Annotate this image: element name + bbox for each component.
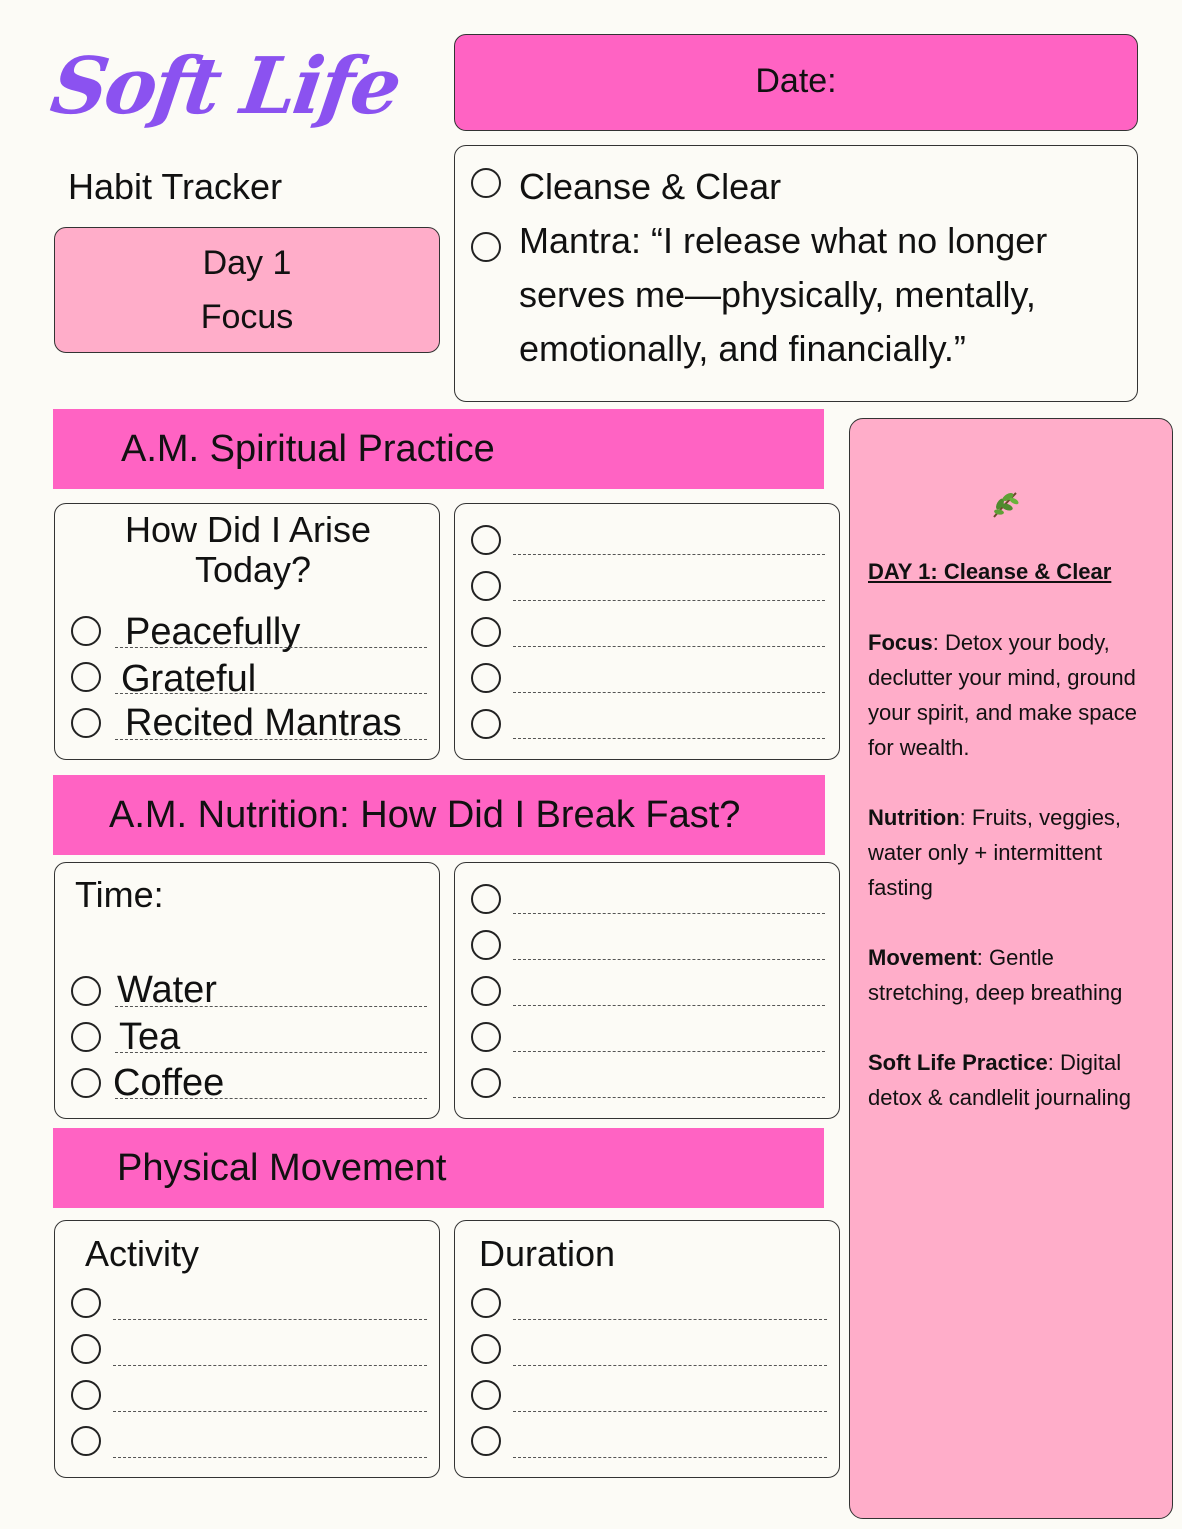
- water-checkbox[interactable]: [71, 976, 101, 1006]
- movement-text: : Gentle stretching, deep breathing: [868, 945, 1123, 1005]
- checklist-checkbox[interactable]: [471, 930, 501, 960]
- checklist-line[interactable]: [513, 600, 825, 601]
- checklist-line[interactable]: [513, 1051, 825, 1052]
- checklist-checkbox[interactable]: [471, 1022, 501, 1052]
- sidebar-heading: DAY 1: Cleanse & Clear: [868, 559, 1112, 584]
- arise-question-line-2: Today?: [194, 549, 312, 590]
- option-recited-mantras: Recited Mantras: [125, 702, 402, 744]
- duration-line[interactable]: [513, 1411, 827, 1412]
- checklist-checkbox[interactable]: [471, 1068, 501, 1098]
- activity-checkbox[interactable]: [71, 1426, 101, 1456]
- duration-checkbox[interactable]: [471, 1380, 501, 1410]
- answer-line: [115, 1006, 427, 1007]
- peacefully-checkbox[interactable]: [71, 616, 101, 646]
- time-label: Time:: [75, 874, 164, 915]
- checklist-checkbox[interactable]: [471, 525, 501, 555]
- duration-line[interactable]: [513, 1457, 827, 1458]
- option-tea: Tea: [119, 1016, 181, 1058]
- activity-checkbox[interactable]: [71, 1288, 101, 1318]
- activity-line[interactable]: [113, 1411, 427, 1412]
- answer-line: [115, 647, 427, 648]
- sidebar-practice: [868, 1045, 1160, 1115]
- nutrition-key: Nutrition: [868, 805, 960, 830]
- coffee-checkbox[interactable]: [71, 1068, 101, 1098]
- duration-checkbox[interactable]: [471, 1426, 501, 1456]
- nutrition-text: : Fruits, veggies, water only + intermittent fasting: [868, 805, 1122, 900]
- answer-line: [115, 1098, 427, 1099]
- checklist-line[interactable]: [513, 1097, 825, 1098]
- practice-text: : Digital detox & candlelit journaling: [868, 1050, 1131, 1110]
- activity-checkbox[interactable]: [71, 1334, 101, 1364]
- focus-key: Focus: [868, 630, 933, 655]
- day-badge: [54, 227, 440, 353]
- duration-checkbox[interactable]: [471, 1288, 501, 1318]
- recited-mantras-checkbox[interactable]: [71, 708, 101, 738]
- option-grateful: Grateful: [121, 658, 257, 700]
- movement-key: Movement: [868, 945, 977, 970]
- activity-line[interactable]: [113, 1457, 427, 1458]
- mantra-line-2: serves me—physically, mentally,: [519, 274, 1036, 315]
- movement-banner: Physical Movement: [53, 1128, 824, 1208]
- herb-icon: [988, 487, 1022, 521]
- nutrition-banner: A.M. Nutrition: How Did I Break Fast?: [53, 775, 825, 855]
- checklist-checkbox[interactable]: [471, 617, 501, 647]
- answer-line: [115, 1052, 427, 1053]
- tea-checkbox[interactable]: [71, 1022, 101, 1052]
- activity-checkbox[interactable]: [71, 1380, 101, 1410]
- checklist-line[interactable]: [513, 646, 825, 647]
- answer-line: [115, 739, 427, 740]
- spiritual-banner: A.M. Spiritual Practice: [53, 409, 824, 489]
- activity-label: Activity: [85, 1233, 200, 1274]
- option-coffee: Coffee: [113, 1062, 225, 1104]
- intention-title: Cleanse & Clear: [519, 166, 782, 207]
- arise-question-line-1: How Did I Arise: [124, 509, 372, 550]
- focus-text: : Detox your body, declutter your mind, ground your spirit, and make space for wealth.: [868, 630, 1138, 760]
- checklist-checkbox[interactable]: [471, 571, 501, 601]
- option-peacefully: Peacefully: [125, 611, 301, 653]
- duration-line[interactable]: [513, 1365, 827, 1366]
- day-guide-sidebar: [849, 418, 1173, 1519]
- activity-line[interactable]: [113, 1365, 427, 1366]
- checklist-checkbox[interactable]: [471, 663, 501, 693]
- day-label: Day 1: [202, 244, 292, 282]
- option-water: Water: [117, 969, 217, 1011]
- duration-card: [454, 1220, 840, 1478]
- grateful-checkbox[interactable]: [71, 662, 101, 692]
- checklist-line[interactable]: [513, 913, 825, 914]
- checklist-checkbox[interactable]: [471, 709, 501, 739]
- arise-card: [54, 503, 440, 760]
- practice-key: Soft Life Practice: [868, 1050, 1048, 1075]
- sidebar-focus: [868, 625, 1160, 765]
- nutrition-checklist-card: [454, 862, 840, 1119]
- checklist-line[interactable]: [513, 1005, 825, 1006]
- break-fast-card: [54, 862, 440, 1119]
- checklist-line[interactable]: [513, 738, 825, 739]
- checklist-checkbox[interactable]: [471, 884, 501, 914]
- checklist-line[interactable]: [513, 554, 825, 555]
- answer-line: [115, 693, 427, 694]
- logo-title: Soft Life: [45, 41, 405, 132]
- day-sub-label: Focus: [200, 298, 294, 336]
- activity-card: [54, 1220, 440, 1478]
- mantra-line-3: emotionally, and financially.”: [519, 328, 966, 369]
- activity-line[interactable]: [113, 1319, 427, 1320]
- sidebar-movement: [868, 940, 1160, 1010]
- duration-line[interactable]: [513, 1319, 827, 1320]
- checklist-checkbox[interactable]: [471, 976, 501, 1006]
- date-field[interactable]: Date:: [454, 34, 1138, 131]
- page-subtitle: Habit Tracker: [68, 166, 283, 207]
- duration-checkbox[interactable]: [471, 1334, 501, 1364]
- checklist-line[interactable]: [513, 692, 825, 693]
- intention-card: [454, 145, 1138, 402]
- intention-checkbox[interactable]: [471, 168, 501, 198]
- spiritual-checklist-card: [454, 503, 840, 760]
- mantra-line-1: Mantra: “I release what no longer: [519, 220, 1048, 261]
- mantra-checkbox[interactable]: [471, 232, 501, 262]
- duration-label: Duration: [479, 1233, 616, 1274]
- checklist-line[interactable]: [513, 959, 825, 960]
- sidebar-nutrition: [868, 800, 1160, 905]
